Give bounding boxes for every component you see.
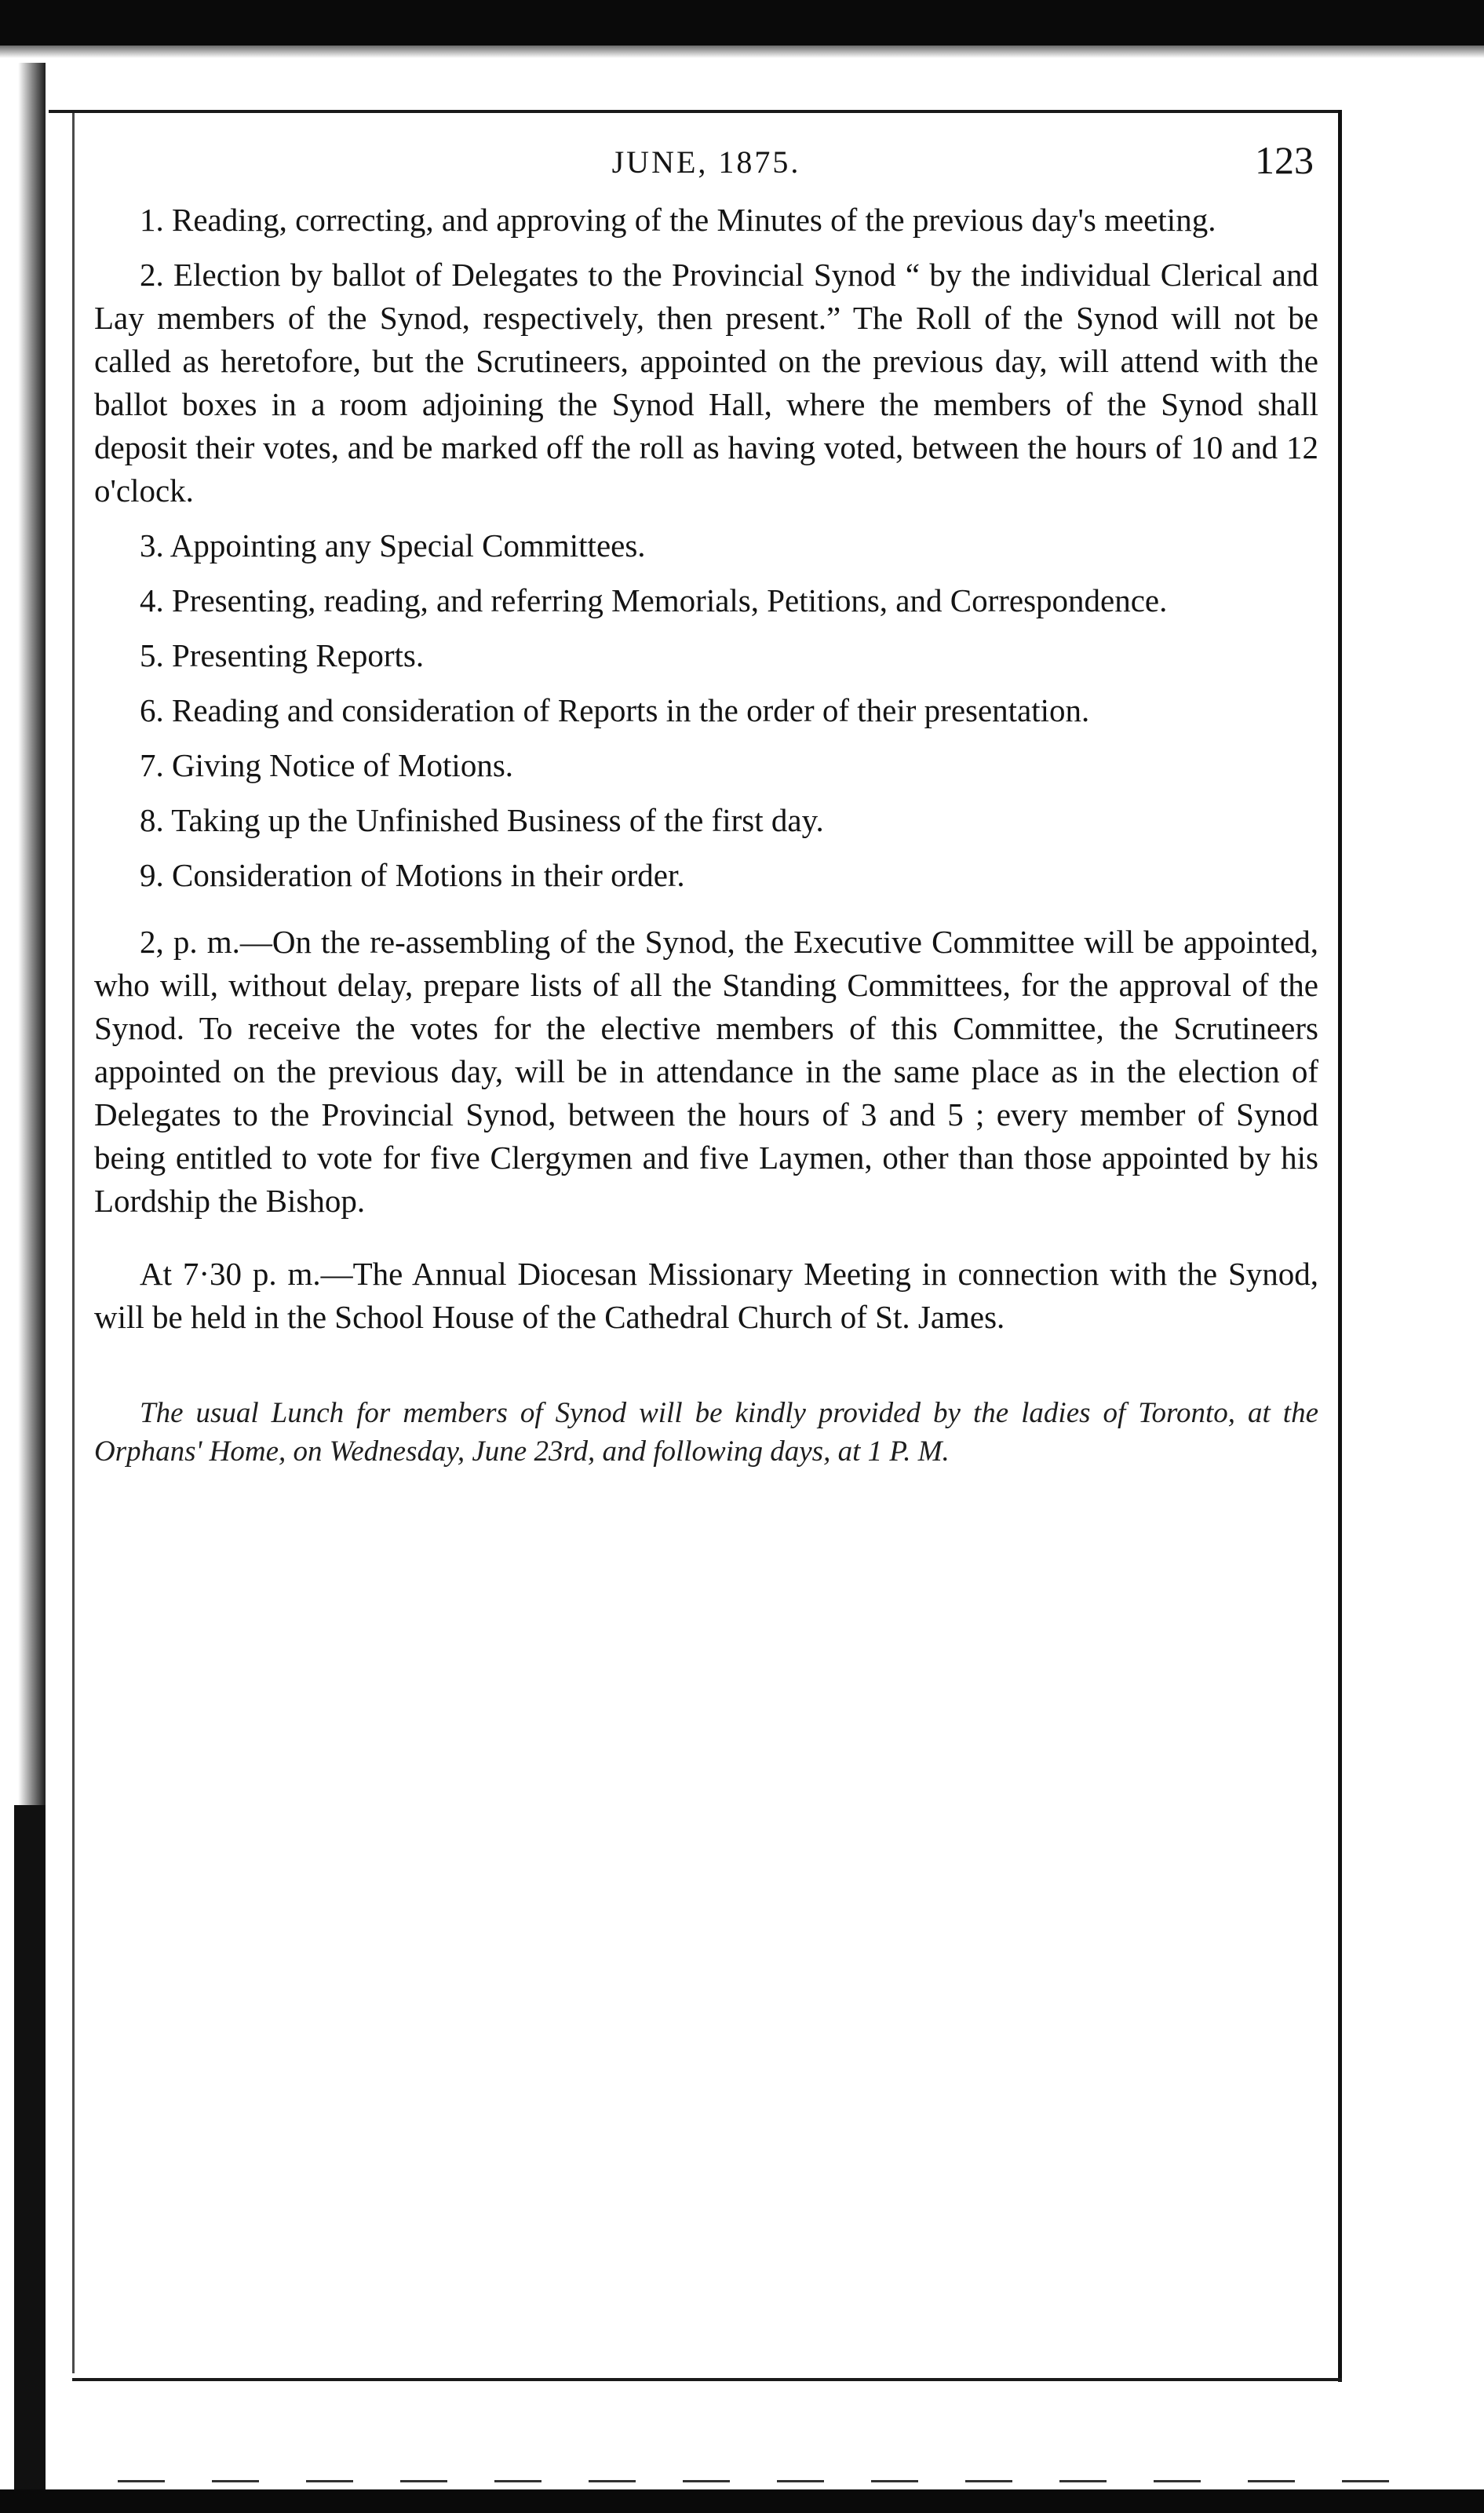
scan-top-border [0,0,1484,46]
evening-paragraph: At 7·30 p. m.—The Annual Diocesan Missionary Meeting in connection with the Synod, will be held in the School House of the Cathedral Church of St. James. [94,1256,1318,1335]
running-head [94,137,1318,199]
document-page [94,137,1318,1471]
page-frame-left [72,113,75,2373]
scan-bottom-border [0,2489,1484,2513]
scan-top-shadow [0,46,1484,58]
lunch-note: The usual Lunch for members of Synod will be kindly provided by the ladies of Toronto, at the Orphans' Home, on Wednesday, June 23rd, and following days, at 1 P. M. [94,1397,1318,1468]
running-title: JUNE, 1875. [611,144,801,180]
page-frame-bottom [72,2378,1342,2381]
list-item: 7. Giving Notice of Motions. [140,747,514,783]
page-number: 123 [1255,138,1314,182]
afternoon-paragraph: 2, p. m.—On the re-assembling of the Synod, the Executive Committee will be appointed, who will, without delay, prepare lists of all the Standing Committees, for the approval of the Synod. To receive the votes for the elective members of this Committee, the Scrutineers appointed on the previous day, will be in attendance in the same place as in the election of Delegates to the Provincial Synod, between the hours of 3 and 5 ; every member of Synod being entitled to vote for five Clergymen and five Laymen, other than those appointed by his Lordship the Bishop. [94,924,1318,1219]
scan-bottom-dashes [118,2480,1420,2482]
list-item: 4. Presenting, reading, and referring Memorials, Petitions, and Correspondence. [140,582,1168,618]
list-item: 8. Taking up the Unfinished Business of the first day. [140,802,824,838]
list-item: 6. Reading and consideration of Reports in the order of their presentation. [140,692,1090,728]
order-of-business-list [94,199,1318,897]
list-item: 2. Election by ballot of Delegates to the Provincial Synod “ by the individual Clerical and Lay members of the Synod, respectively, then present.” The Roll of the Synod will not be called as heretofore, but the Scrutineers, appointed on the previous day, will attend with the ballot boxes in a room adjoining the Synod Hall, where the members of the Synod shall deposit their votes, and be marked off the roll as having voted, between the hours of 10 and 12 o'clock. [94,257,1318,509]
list-item: 1. Reading, correcting, and approving of the Minutes of the previous day's meeting. [140,202,1216,238]
page-frame-top [49,110,1340,113]
scan-left-edge-dark [14,1805,46,2513]
list-item: 5. Presenting Reports. [140,637,425,673]
page-frame-right [1338,110,1342,2382]
list-item: 3. Appointing any Special Committees. [140,527,646,564]
list-item: 9. Consideration of Motions in their order. [140,857,685,893]
